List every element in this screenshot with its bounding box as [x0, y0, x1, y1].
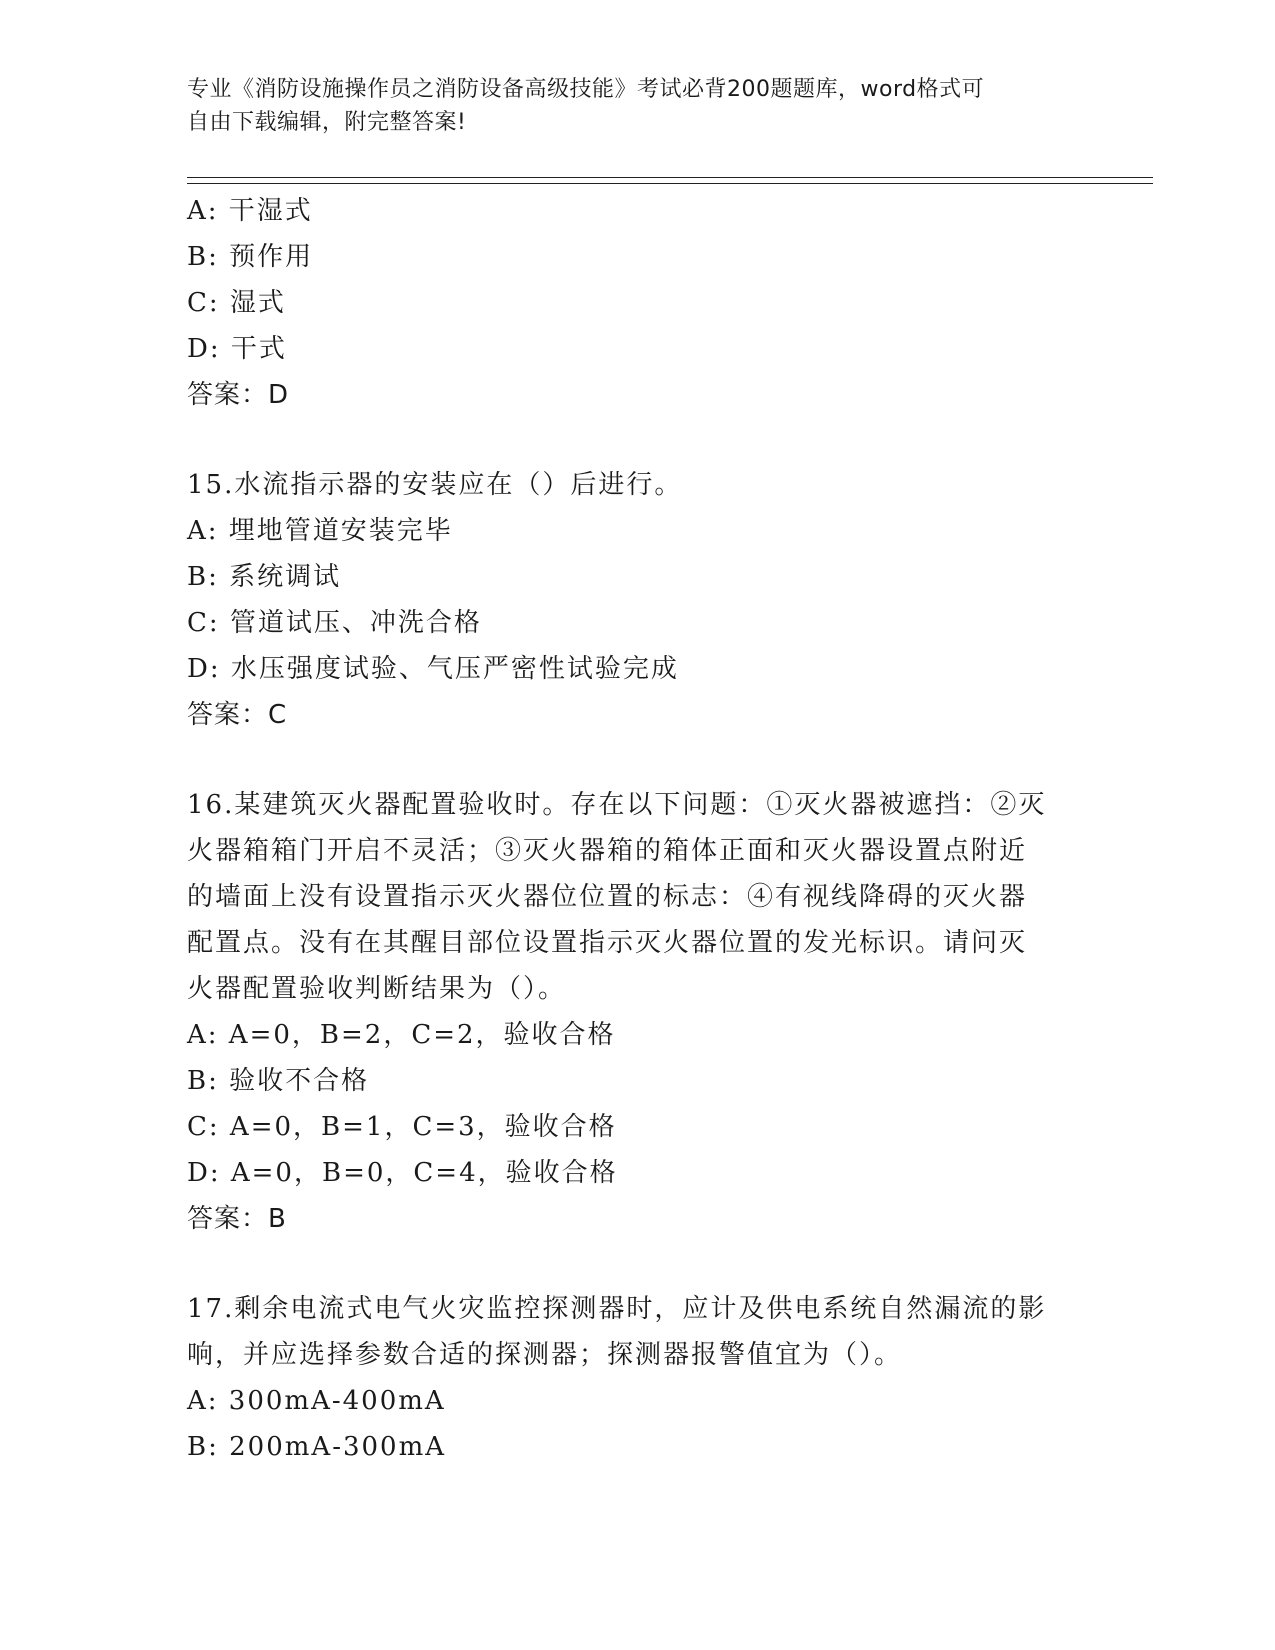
option-b: B: 200mA-300mA: [187, 1432, 447, 1462]
option-c: C: 管道试压、冲洗合格: [187, 608, 482, 638]
answer: 答案：C: [187, 700, 288, 730]
option-a: A: A=0，B=2，C=2，验收合格: [187, 1020, 616, 1050]
option-c: C: A=0，B=1，C=3，验收合格: [187, 1112, 617, 1142]
answer: 答案：D: [187, 380, 290, 410]
option-d: D: 干式: [187, 334, 287, 364]
option-a: A: 300mA-400mA: [187, 1386, 446, 1416]
question-15: [187, 462, 1087, 738]
question-text-line: 16.某建筑灭火器配置验收时。存在以下问题：①灭火器被遮挡：②灭: [187, 790, 1047, 820]
question-14: [187, 188, 1087, 418]
question-text-line: 17.剩余电流式电气火灾监控探测器时，应计及供电系统自然漏流的影: [187, 1294, 1047, 1324]
question-text: 15.水流指示器的安装应在（）后进行。: [187, 470, 683, 500]
header-line-2: 自由下载编辑，附完整答案!: [187, 110, 467, 135]
question-text-line: 的墙面上没有设置指示灭火器位位置的标志：④有视线降碍的灭火器: [187, 882, 1028, 912]
answer: 答案：B: [187, 1204, 287, 1234]
option-b: B: 预作用: [187, 242, 314, 272]
option-a: A: 埋地管道安装完毕: [187, 516, 453, 546]
option-c: C: 湿式: [187, 288, 286, 318]
question-text-line: 响，并应选择参数合适的探测器；探测器报警值宜为（）。: [187, 1340, 903, 1370]
question-17: [187, 1286, 1087, 1470]
question-text-line: 火器配置验收判断结果为（）。: [187, 974, 567, 1004]
option-b: B: 验收不合格: [187, 1066, 370, 1096]
option-d: D: 水压强度试验、气压严密性试验完成: [187, 654, 679, 684]
header-line-1: 专业《消防设施操作员之消防设备高级技能》考试必背200题题库，word格式可: [187, 77, 985, 102]
option-a: A: 干湿式: [187, 196, 313, 226]
option-b: B: 系统调试: [187, 562, 342, 592]
document-header: [187, 73, 1087, 139]
question-16: [187, 782, 1087, 1242]
header-divider-top: [187, 177, 1153, 178]
header-divider-bottom: [187, 183, 1153, 184]
document-body: [187, 188, 1087, 1470]
option-d: D: A=0，B=0，C=4，验收合格: [187, 1158, 618, 1188]
question-text-line: 配置点。没有在其醒目部位设置指示灭火器位置的发光标识。请问灭: [187, 928, 1028, 958]
question-text-line: 火器箱箱门开启不灵活；③灭火器箱的箱体正面和灭火器设置点附近: [187, 836, 1028, 866]
